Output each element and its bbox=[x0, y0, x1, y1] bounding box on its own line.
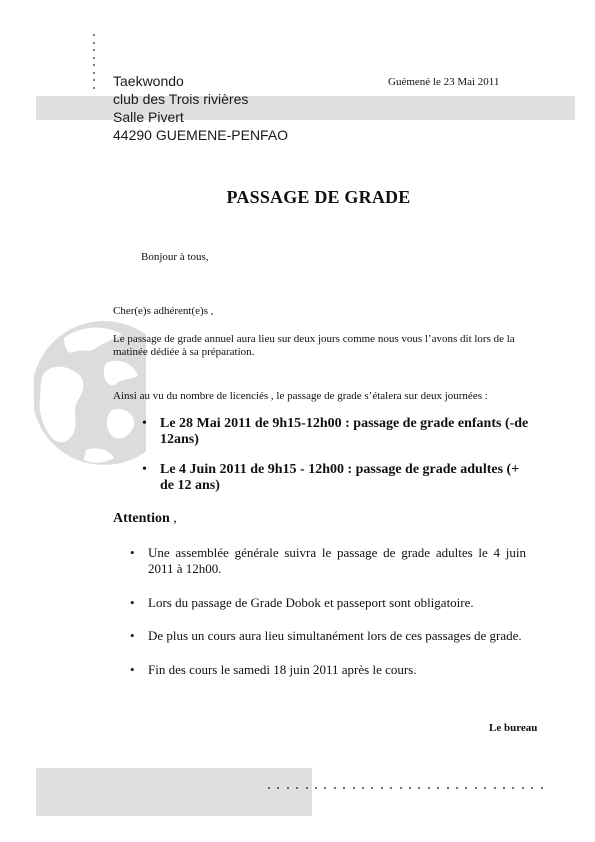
bullet-icon: • bbox=[130, 628, 135, 643]
dot bbox=[353, 787, 355, 789]
list-item bbox=[130, 545, 526, 577]
dot bbox=[512, 787, 514, 789]
dot bbox=[93, 79, 95, 81]
dot bbox=[400, 787, 402, 789]
dot bbox=[277, 787, 279, 789]
bullet-icon: • bbox=[130, 595, 135, 610]
sender-club-name: Taekwondo bbox=[113, 73, 184, 89]
sender-address bbox=[113, 72, 288, 144]
dot bbox=[437, 787, 439, 789]
dot bbox=[93, 64, 95, 66]
greeting: Bonjour à tous, bbox=[141, 251, 209, 263]
dot bbox=[306, 787, 308, 789]
dot bbox=[447, 787, 449, 789]
attention-heading bbox=[113, 511, 177, 527]
dot bbox=[93, 87, 95, 89]
notes-list bbox=[130, 545, 526, 678]
dot bbox=[296, 787, 298, 789]
attention-label: Attention bbox=[113, 511, 170, 526]
bullet-icon: • bbox=[142, 416, 147, 431]
dot bbox=[315, 787, 317, 789]
dot bbox=[503, 787, 505, 789]
dot bbox=[541, 787, 543, 789]
dot bbox=[531, 787, 533, 789]
dot bbox=[522, 787, 524, 789]
dot bbox=[93, 57, 95, 59]
list-item bbox=[130, 595, 526, 611]
note-text: De plus un cours aura lieu simultanément lors de ces passages de grade. bbox=[148, 628, 522, 643]
dot bbox=[93, 34, 95, 36]
sender-venue: Salle Pivert bbox=[113, 109, 184, 125]
dot bbox=[287, 787, 289, 789]
dot bbox=[362, 787, 364, 789]
note-text: Fin des cours le samedi 18 juin 2011 après le cours. bbox=[148, 662, 417, 677]
note-text: Lors du passage de Grade Dobok et passeport sont obligatoire. bbox=[148, 595, 474, 610]
dot bbox=[268, 787, 270, 789]
session-list bbox=[142, 416, 532, 508]
attention-suffix: , bbox=[169, 511, 177, 526]
dates-intro: Ainsi au vu du nombre de licenciés , le passage de grade s’étalera sur deux journées : bbox=[113, 390, 488, 402]
vertical-dotted-line bbox=[93, 34, 97, 92]
footer-dotted-line bbox=[268, 787, 548, 791]
dot bbox=[484, 787, 486, 789]
dot bbox=[418, 787, 420, 789]
dot bbox=[334, 787, 336, 789]
bullet-icon: • bbox=[130, 545, 135, 560]
dot bbox=[390, 787, 392, 789]
dot bbox=[343, 787, 345, 789]
salutation: Cher(e)s adhérent(e)s , bbox=[113, 305, 214, 317]
dot bbox=[381, 787, 383, 789]
dot bbox=[456, 787, 458, 789]
dot bbox=[428, 787, 430, 789]
dot bbox=[465, 787, 467, 789]
list-item bbox=[130, 628, 526, 644]
list-item bbox=[142, 462, 532, 494]
list-item bbox=[142, 416, 532, 448]
sender-club-subtitle: club des Trois rivières bbox=[113, 91, 249, 107]
dot bbox=[93, 72, 95, 74]
session-text: Le 28 Mai 2011 de 9h15-12h00 : passage de grade enfants (-de 12ans) bbox=[160, 416, 529, 447]
list-item bbox=[130, 662, 526, 678]
dot bbox=[409, 787, 411, 789]
dot bbox=[324, 787, 326, 789]
dot bbox=[475, 787, 477, 789]
bullet-icon: • bbox=[142, 462, 147, 477]
dot bbox=[93, 49, 95, 51]
intro-paragraph: Le passage de grade annuel aura lieu sur deux jours comme nous vous l’avons dit lors de la matinée dédiée à sa préparation. bbox=[113, 333, 515, 358]
signature: Le bureau bbox=[489, 722, 538, 734]
dot bbox=[494, 787, 496, 789]
sender-postal-city: 44290 GUEMENE-PENFAO bbox=[113, 127, 289, 143]
dot bbox=[371, 787, 373, 789]
letter-date: Guémené le 23 Mai 2011 bbox=[388, 76, 500, 88]
session-text: Le 4 Juin 2011 de 9h15 - 12h00 : passage de grade adultes (+ de 12 ans) bbox=[160, 462, 520, 493]
dot bbox=[93, 42, 95, 44]
bullet-icon: • bbox=[130, 662, 135, 677]
footer-gray-band bbox=[36, 768, 312, 816]
note-text: Une assemblée générale suivra le passage de grade adultes le 4 juin 2011 à 12h00. bbox=[148, 545, 526, 576]
page-title: PASSAGE DE GRADE bbox=[226, 187, 411, 207]
